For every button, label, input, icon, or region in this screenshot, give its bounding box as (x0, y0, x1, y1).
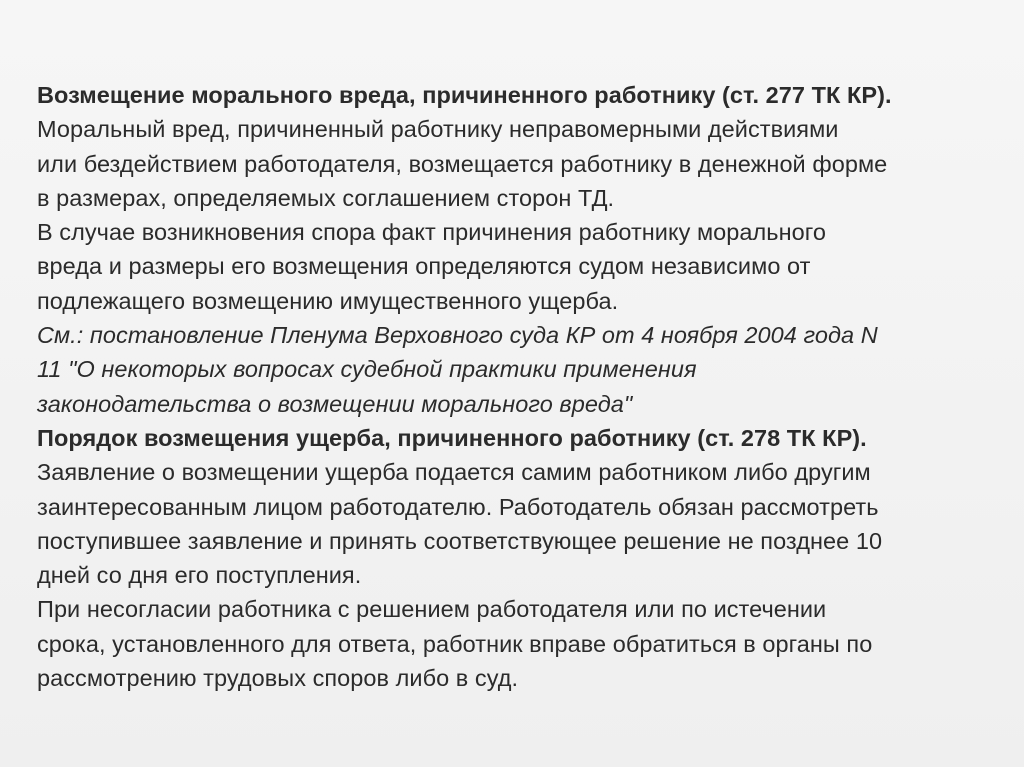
text-line: вреда и размеры его возмещения определяются судом независимо от (37, 253, 811, 280)
text-line: Заявление о возмещении ущерба подается самим работником либо другим (37, 459, 871, 486)
text-line: Моральный вред, причиненный работнику неправомерными действиями (37, 116, 839, 143)
text-line: При несогласии работника с решением работодателя или по истечении (37, 596, 827, 623)
text-line: поступившее заявление и принять соответствующее решение не позднее 10 (37, 527, 883, 554)
reference-line: законодательства о возмещении морального вреда" (37, 390, 633, 417)
reference-line: 11 "О некоторых вопросах судебной практики применения (37, 356, 697, 383)
text-line: в размерах, определяемых соглашением сторон ТД. (37, 184, 615, 211)
reference-line: См.: постановление Пленума Верховного суда КР от 4 ноября 2004 года N (37, 322, 878, 349)
text-line: дней со дня его поступления. (37, 562, 362, 589)
text-line: подлежащего возмещению имущественного ущерба. (37, 287, 619, 314)
slide-text-block (37, 78, 999, 695)
text-line: В случае возникновения спора факт причинения работнику морального (37, 219, 826, 246)
text-line: заинтересованным лицом работодателю. Работодатель обязан рассмотреть (37, 493, 879, 520)
text-line: рассмотрению трудовых споров либо в суд. (37, 665, 519, 692)
heading-damage-procedure: Порядок возмещения ущерба, причиненного работнику (ст. 278 ТК КР). (37, 424, 867, 451)
text-line: или бездействием работодателя, возмещается работнику в денежной форме (37, 150, 888, 177)
heading-moral-damage: Возмещение морального вреда, причиненного работнику (ст. 277 ТК КР). (37, 82, 892, 108)
text-line: срока, установленного для ответа, работник вправе обратиться в органы по (37, 630, 873, 657)
